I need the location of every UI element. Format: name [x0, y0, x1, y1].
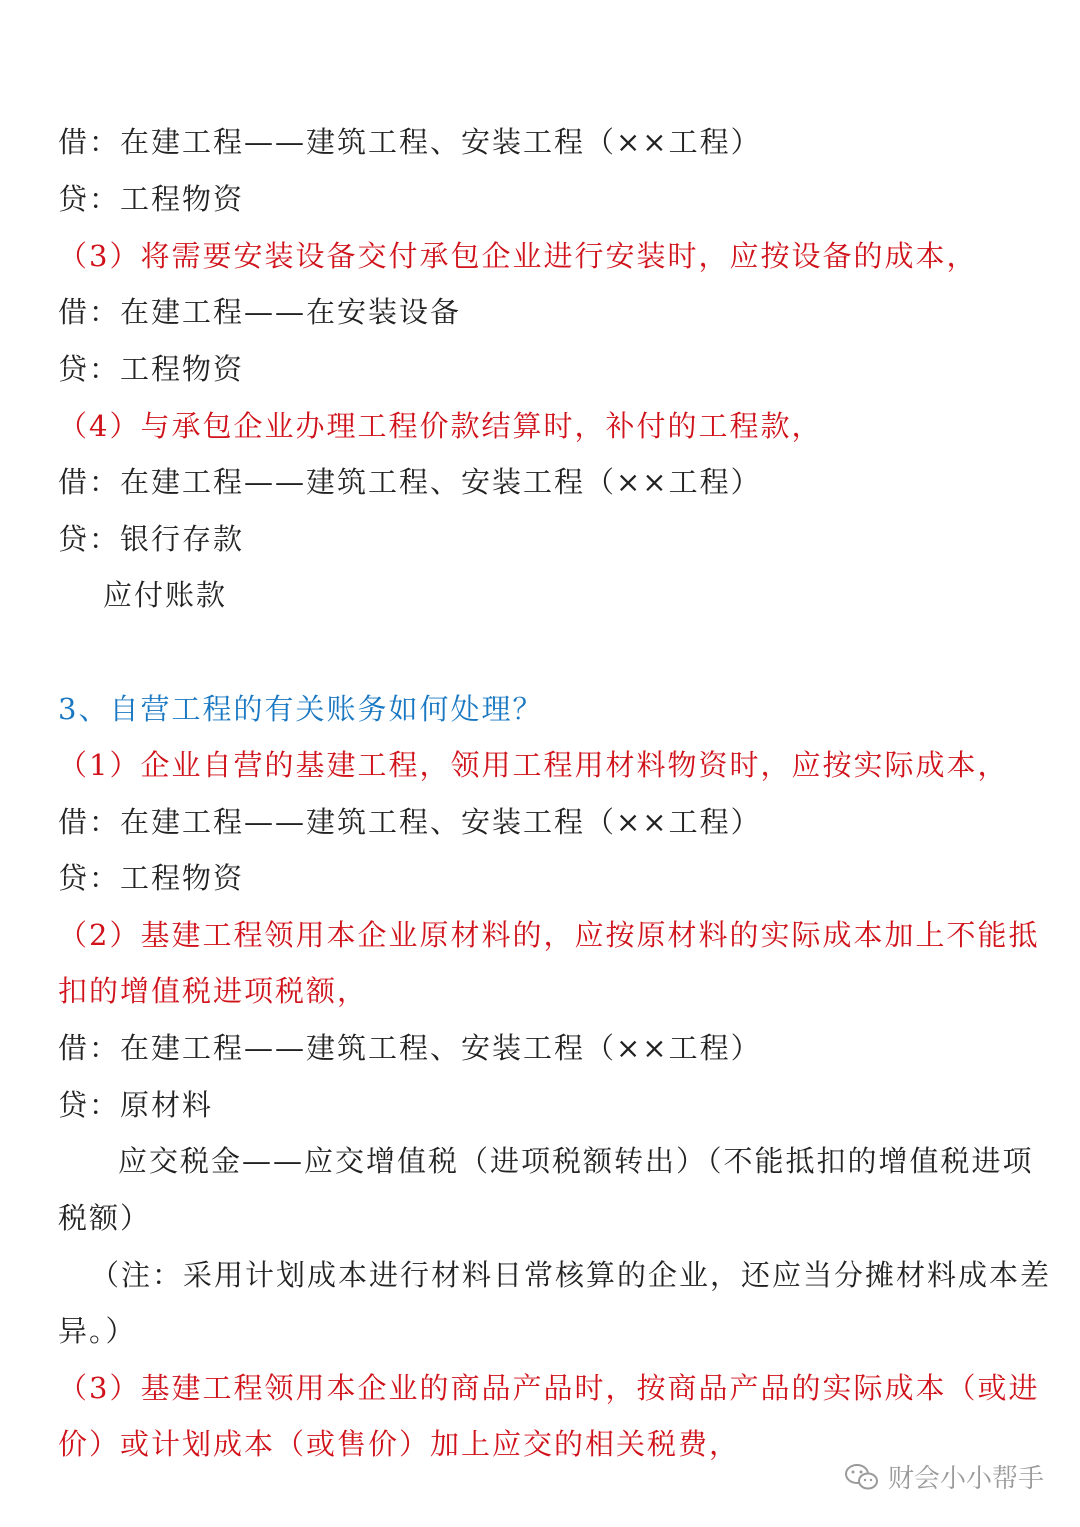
entry-debit: 借：在建工程——建筑工程、安装工程（××工程） [58, 125, 762, 159]
entry-debit: 借：在建工程——建筑工程、安装工程（××工程） [58, 805, 762, 839]
entry-credit-sub-cont: 税额） [58, 1201, 152, 1235]
entry-debit: 借：在建工程——建筑工程、安装工程（××工程） [58, 1031, 762, 1065]
entry-credit-sub: 应交税金——应交增值税（进项税额转出）（不能抵扣的增值税进项 [118, 1144, 1034, 1178]
note-cont: 异。） [58, 1314, 137, 1348]
entry-credit: 贷：工程物资 [58, 352, 245, 386]
entry-credit: 贷：工程物资 [58, 182, 245, 216]
entry-credit: 贷：原材料 [58, 1088, 214, 1122]
step-3: （3）将需要安装设备交付承包企业进行安装时，应按设备的成本， [58, 239, 978, 273]
entry-credit-sub: 应付账款 [103, 578, 228, 612]
watermark-text: 财会小小帮手 [887, 1464, 1044, 1494]
wechat-icon [844, 1462, 880, 1492]
step-3b: （3）基建工程领用本企业的商品产品时，按商品产品的实际成本（或进 [58, 1371, 1040, 1405]
entry-debit: 借：在建工程——在安装设备 [58, 295, 462, 329]
entry-debit: 借：在建工程——建筑工程、安装工程（××工程） [58, 465, 762, 499]
step-3b-cont: 价）或计划成本（或售价）加上应交的相关税费， [58, 1427, 741, 1461]
watermark [844, 1458, 1044, 1495]
step-1: （1）企业自营的基建工程，领用工程用材料物资时，应按实际成本， [58, 748, 1009, 782]
step-2-cont: 扣的增值税进项税额， [58, 974, 369, 1008]
step-2: （2）基建工程领用本企业原材料的，应按原材料的实际成本加上不能抵 [58, 918, 1040, 952]
note: （注：采用计划成本进行材料日常核算的企业，还应当分摊材料成本差 [90, 1258, 1052, 1292]
entry-credit: 贷：银行存款 [58, 522, 245, 556]
section-heading: 3、自营工程的有关账务如何处理？ [58, 692, 544, 726]
entry-credit: 贷：工程物资 [58, 861, 245, 895]
step-4: （4）与承包企业办理工程价款结算时，补付的工程款， [58, 409, 823, 443]
